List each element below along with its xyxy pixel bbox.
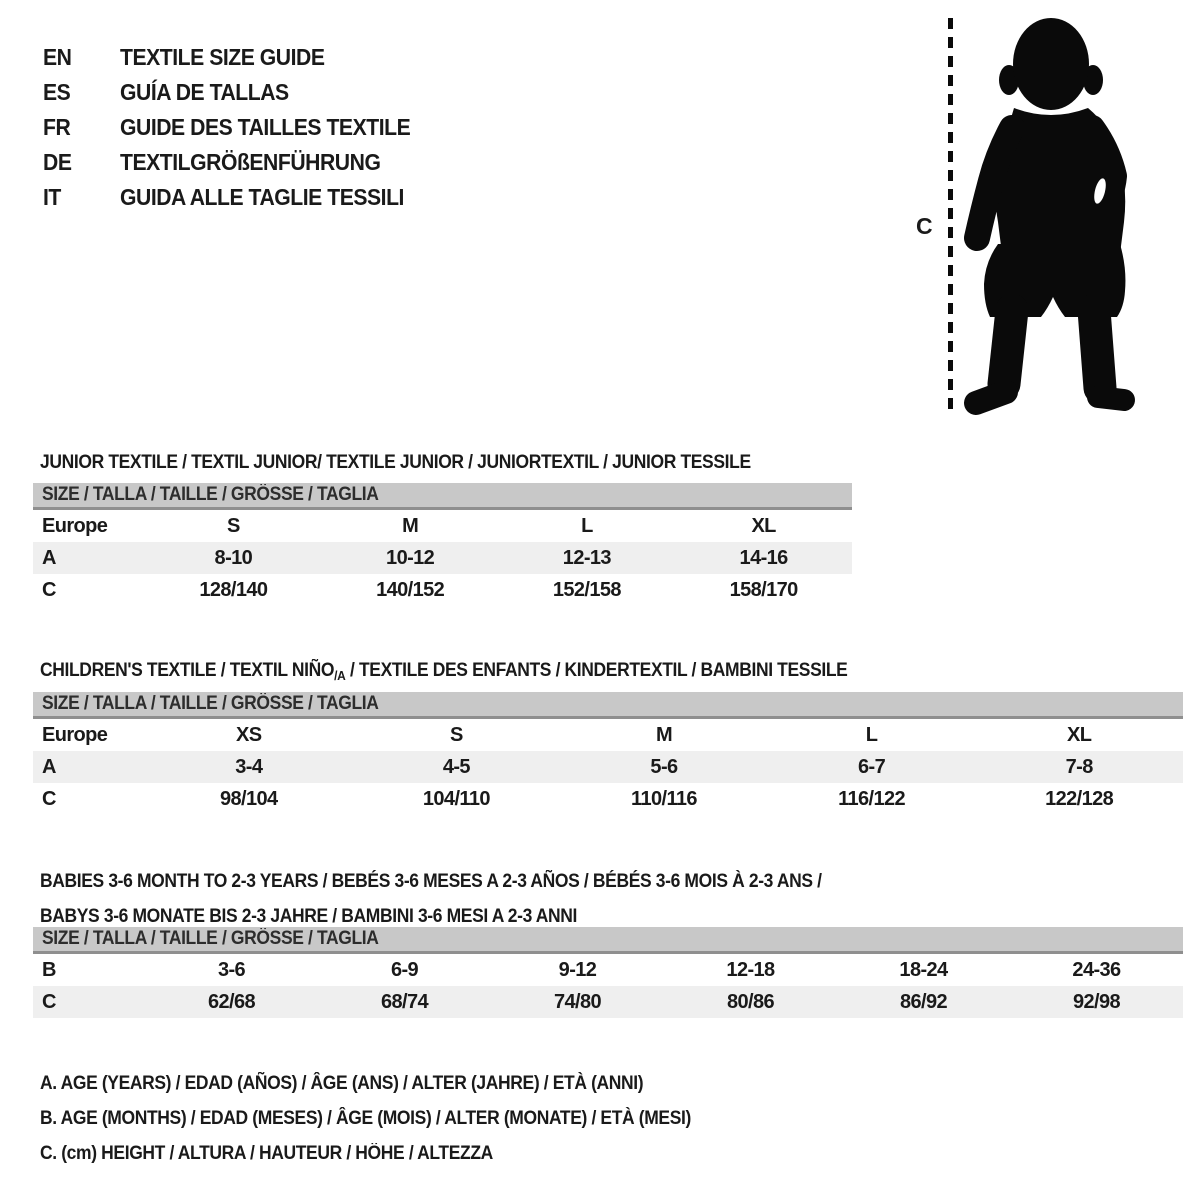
babies-size-table <box>33 927 1183 1018</box>
language-title: GUIDE DES TAILLES TEXTILE <box>120 114 411 140</box>
measure-legend <box>40 1066 748 1171</box>
size-cell: S <box>450 723 463 746</box>
months-cell: 3-6 <box>217 958 246 981</box>
height-cell: 104/110 <box>422 787 490 810</box>
age-cell: 3-4 <box>235 755 263 778</box>
height-cell: 140/152 <box>376 578 445 601</box>
children-title-subscript: /A <box>334 667 346 683</box>
children-title-rest: / TEXTILE DES ENFANTS / KINDERTEXTIL / BAMBINI TESSILE <box>345 659 848 681</box>
language-row-fr <box>43 110 436 145</box>
size-cell: L <box>581 514 593 537</box>
table-row-height <box>33 574 852 606</box>
height-cell: 74/80 <box>553 990 602 1013</box>
size-cell: XS <box>236 723 262 746</box>
table-row-age <box>33 542 852 574</box>
babies-size-header-bar <box>33 927 1183 954</box>
height-cell: 86/92 <box>899 990 948 1013</box>
height-cell: 98/104 <box>220 787 278 810</box>
height-cell: 110/116 <box>631 787 697 810</box>
junior-section-title: JUNIOR TEXTILE / TEXTIL JUNIOR/ TEXTILE JUNIOR / JUNIORTEXTIL / JUNIOR TESSILE <box>40 451 751 473</box>
language-code: DE <box>43 149 72 175</box>
legend-line-c: C. (cm) HEIGHT / ALTURA / HAUTEUR / HÖHE / ALTEZZA <box>40 1143 493 1164</box>
height-cell: 62/68 <box>207 990 256 1013</box>
height-cell: 116/122 <box>838 787 906 810</box>
row-label: A <box>42 546 56 569</box>
age-cell: 14-16 <box>739 546 788 569</box>
toddler-silhouette-icon <box>962 16 1138 416</box>
size-cell: XL <box>751 514 776 537</box>
months-cell: 24-36 <box>1072 958 1121 981</box>
height-cell: 128/140 <box>199 578 268 601</box>
table-row-europe <box>33 510 852 542</box>
size-cell: S <box>227 514 240 537</box>
height-measure-label: C <box>916 213 933 239</box>
height-cell: 68/74 <box>380 990 429 1013</box>
babies-title-line1: BABIES 3-6 MONTH TO 2-3 YEARS / BEBÉS 3-6 MESES A 2-3 AÑOS / BÉBÉS 3-6 MOIS À 2-3 ANS / <box>40 870 822 892</box>
height-cell: 92/98 <box>1072 990 1121 1013</box>
age-cell: 4-5 <box>442 755 470 778</box>
legend-line-a: A. AGE (YEARS) / EDAD (AÑOS) / ÂGE (ANS) / ALTER (JAHRE) / ETÀ (ANNI) <box>40 1073 644 1094</box>
size-cell: M <box>655 723 673 746</box>
size-cell: M <box>402 514 419 537</box>
table-row-height <box>33 783 1183 815</box>
age-cell: 7-8 <box>1065 755 1093 778</box>
children-title-main: CHILDREN'S TEXTILE / TEXTIL NIÑO <box>40 659 335 681</box>
language-list <box>43 40 436 215</box>
row-label: C <box>42 578 56 601</box>
language-title: TEXTILGRÖßENFÜHRUNG <box>120 149 381 175</box>
language-row-de <box>43 145 436 180</box>
size-header-label: SIZE / TALLA / TAILLE / GRÖSSE / TAGLIA <box>42 693 379 714</box>
row-label: B <box>42 958 56 981</box>
children-section-title <box>40 660 847 682</box>
table-row-europe <box>33 719 1183 751</box>
language-row-es <box>43 75 436 110</box>
height-cell: 152/158 <box>552 578 621 601</box>
months-cell: 12-18 <box>726 958 775 981</box>
table-row-age <box>33 751 1183 783</box>
language-code: IT <box>43 184 61 210</box>
language-title: TEXTILE SIZE GUIDE <box>120 44 325 70</box>
junior-size-header-bar <box>33 483 852 510</box>
size-cell: L <box>865 723 878 746</box>
size-header-label: SIZE / TALLA / TAILLE / GRÖSSE / TAGLIA <box>42 484 379 505</box>
row-label: Europe <box>42 514 108 537</box>
age-cell: 12-13 <box>562 546 611 569</box>
age-cell: 5-6 <box>650 755 678 778</box>
language-row-en <box>43 40 436 75</box>
size-cell: XL <box>1066 723 1092 746</box>
language-code: EN <box>43 44 72 70</box>
age-cell: 8-10 <box>214 546 253 569</box>
row-label: Europe <box>42 723 108 746</box>
row-label: C <box>42 787 56 810</box>
height-dashed-line <box>948 18 953 415</box>
row-label: C <box>42 990 56 1013</box>
babies-section-title <box>40 864 822 934</box>
table-row-months <box>33 954 1183 986</box>
size-header-label: SIZE / TALLA / TAILLE / GRÖSSE / TAGLIA <box>42 928 379 949</box>
height-cell: 158/170 <box>729 578 798 601</box>
language-row-it <box>43 180 436 215</box>
months-cell: 9-12 <box>558 958 597 981</box>
children-size-table <box>33 692 1183 815</box>
children-size-header-bar <box>33 692 1183 719</box>
language-code: FR <box>43 114 71 140</box>
babies-title-line2: BABYS 3-6 MONATE BIS 2-3 JAHRE / BAMBINI 3-6 MESI A 2-3 ANNI <box>40 905 578 927</box>
junior-size-table <box>33 483 852 606</box>
legend-line-b: B. AGE (MONTHS) / EDAD (MESES) / ÂGE (MOIS) / ALTER (MONATE) / ETÀ (MESI) <box>40 1108 691 1129</box>
months-cell: 18-24 <box>899 958 948 981</box>
table-row-height <box>33 986 1183 1018</box>
height-cell: 122/128 <box>1045 787 1114 810</box>
language-title: GUÍA DE TALLAS <box>120 79 289 105</box>
height-cell: 80/86 <box>726 990 775 1013</box>
language-code: ES <box>43 79 71 105</box>
row-label: A <box>42 755 56 778</box>
language-title: GUIDA ALLE TAGLIE TESSILI <box>120 184 404 210</box>
months-cell: 6-9 <box>390 958 419 981</box>
age-cell: 6-7 <box>858 755 886 778</box>
age-cell: 10-12 <box>386 546 435 569</box>
